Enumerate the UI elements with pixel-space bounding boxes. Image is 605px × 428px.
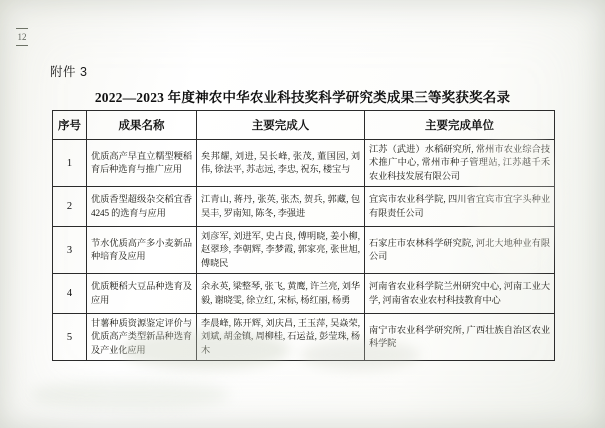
cell-no: 3 xyxy=(53,227,87,274)
cell-contributors: 江青山, 蒋丹, 张英, 张杰, 贺兵, 郭藏, 包昊丰, 罗南知, 陈冬, 李强进 xyxy=(197,187,365,227)
cell-no: 5 xyxy=(53,314,87,361)
table-row xyxy=(53,274,555,314)
attachment-label: 附件 3 xyxy=(50,65,88,79)
page-side-mark xyxy=(14,28,30,46)
cell-achievement-name: 节水优质高产多小麦新品种培育及应用 xyxy=(87,227,197,274)
cell-achievement-name: 优质粳稻大豆品种选育及应用 xyxy=(87,274,197,314)
side-mark-number: 12 xyxy=(17,32,27,42)
table-body xyxy=(53,140,555,361)
table-header-row xyxy=(53,111,555,140)
award-list-table xyxy=(52,110,555,361)
cell-contributors: 李晨峰, 陈开辉, 刘庆昌, 王玉萍, 吴焱荣, 刘斌, 胡金镇, 周柳桂, 石运益, 彭莹珠, 杨木 xyxy=(197,314,365,361)
page-title: 2022—2023 年度神农中华农业科技奖科学研究类成果三等奖获奖名录 xyxy=(94,90,511,105)
cell-organizations: 宜宾市农业科学院, 四川省宜宾市宜字头种业有限责任公司 xyxy=(365,187,555,227)
cell-contributors: 矣邦耀, 刘进, 吴长峰, 张茂, 董国园, 刘伟, 徐法平, 苏志远, 李忠, 祝东, 楼宝与 xyxy=(197,140,365,187)
cell-achievement-name: 优质高产早直立糯型粳稻育后种选育与推广应用 xyxy=(87,140,197,187)
table-header xyxy=(53,111,555,140)
column-header-org: 主要完成单位 xyxy=(365,111,555,140)
cell-contributors: 余永英, 梁整琴, 张飞, 黄鹰, 许兰亮, 刘华毅, 谢晓雯, 徐立红, 宋标, 杨红丽, 杨勇 xyxy=(197,274,365,314)
cell-achievement-name: 甘薯种质资源鉴定评价与优质高产类型新品种选育及产业化应用 xyxy=(87,314,197,361)
table-row xyxy=(53,314,555,361)
cell-no: 4 xyxy=(53,274,87,314)
cell-organizations: 石家庄市农林科学研究院, 河北大地种业有限公司 xyxy=(365,227,555,274)
scan-artifact xyxy=(30,380,230,410)
side-mark-dash-bottom xyxy=(16,45,28,46)
cell-organizations: 江苏（武进）水稻研究所, 常州市农业综合技术推广中心, 常州市种子管理站, 江苏越千禾农业科技发展有限公司 xyxy=(365,140,555,187)
side-mark-dash-top xyxy=(16,28,28,29)
table-row xyxy=(53,227,555,274)
table-row xyxy=(53,187,555,227)
table-row xyxy=(53,140,555,187)
cell-contributors: 刘彦军, 刘进军, 史占良, 傅明晓, 姜小柳, 赵翠珍, 李朝辉, 李梦霞, 郭家亮, 张世旭, 傅晓民 xyxy=(197,227,365,274)
column-header-people: 主要完成人 xyxy=(197,111,365,140)
cell-no: 1 xyxy=(53,140,87,187)
column-header-name: 成果名称 xyxy=(87,111,197,140)
cell-organizations: 河南省农业科学院兰州研究中心, 河南工业大学, 河南省农业农村科技教育中心 xyxy=(365,274,555,314)
column-header-no: 序号 xyxy=(53,111,87,140)
cell-no: 2 xyxy=(53,187,87,227)
cell-organizations: 南宁市农业科学研究所, 广西壮族自治区农业科学院 xyxy=(365,314,555,361)
cell-achievement-name: 优质香型超级杂交稻宜香 4245 的选育与应用 xyxy=(87,187,197,227)
